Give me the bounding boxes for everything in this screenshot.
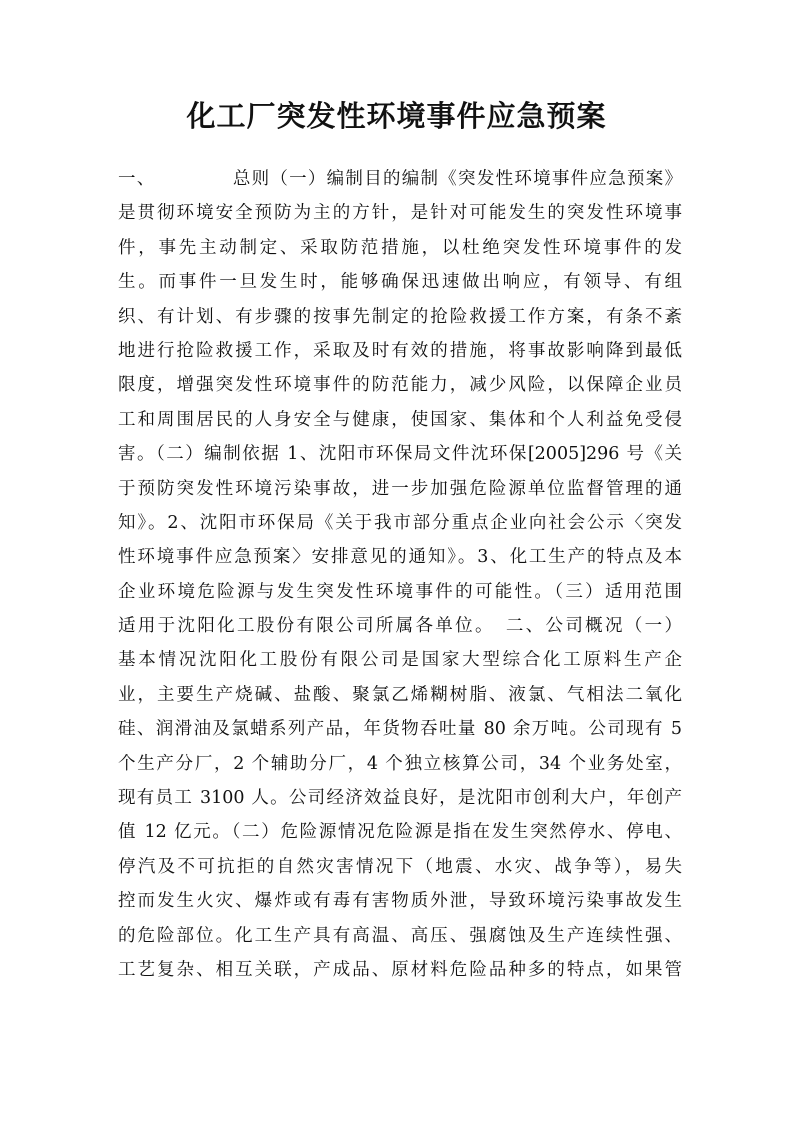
paragraph-line: 基本情况沈阳化工股份有限公司是国家大型综合化工原料生产企 bbox=[118, 650, 682, 671]
section-number: 一、 bbox=[118, 169, 156, 189]
paragraph-line: 地进行抢险救援工作，采取及时有效的措施，将事故影响降到最低 bbox=[118, 340, 682, 361]
document-body bbox=[118, 162, 682, 987]
paragraph-line: 企业环境危险源与发生突发性环境事件的可能性。（三）适用范围 bbox=[118, 581, 682, 602]
paragraph-line: 于预防突发性环境污染事故，进一步加强危险源单位监督管理的通 bbox=[118, 478, 682, 499]
paragraph-line: 值 12 亿元。（二）危险源情况危险源是指在发生突然停水、停电、 bbox=[118, 822, 682, 843]
line-text: 总则（一）编制目的编制《突发性环境事件应急预案》 bbox=[231, 169, 683, 189]
paragraph-line: 适用于沈阳化工股份有限公司所属各单位。 二、公司概况（一） bbox=[118, 616, 682, 637]
paragraph-line: 性环境事件应急预案〉安排意见的通知》。3、化工生产的特点及本 bbox=[118, 547, 682, 568]
paragraph-line: 限度，增强突发性环境事件的防范能力，减少风险，以保障企业员 bbox=[118, 375, 682, 396]
paragraph-line: 织、有计划、有步骤的按事先制定的抢险救援工作方案，有条不紊 bbox=[118, 306, 682, 327]
paragraph-line: 业，主要生产烧碱、盐酸、聚氯乙烯糊树脂、液氯、气相法二氧化 bbox=[118, 684, 682, 705]
paragraph-line: 个生产分厂，2 个辅助分厂，4 个独立核算公司，34 个业务处室， bbox=[118, 753, 682, 774]
paragraph-line: 工艺复杂、相互关联，产成品、原材料危险品种多的特点，如果管 bbox=[118, 959, 682, 980]
paragraph-line: 是贯彻环境安全预防为主的方针，是针对可能发生的突发性环境事 bbox=[118, 203, 682, 224]
paragraph-line: 停汽及不可抗拒的自然灾害情况下（地震、水灾、战争等），易失 bbox=[118, 856, 682, 877]
paragraph-line: 生。而事件一旦发生时，能够确保迅速做出响应，有领导、有组 bbox=[118, 272, 682, 293]
paragraph-line: 硅、润滑油及氯蜡系列产品，年货物吞吐量 80 余万吨。公司现有 5 bbox=[118, 719, 682, 740]
paragraph-line: 工和周围居民的人身安全与健康，使国家、集体和个人利益免受侵 bbox=[118, 409, 682, 430]
paragraph-line: 件，事先主动制定、采取防范措施，以杜绝突发性环境事件的发 bbox=[118, 237, 682, 258]
document-title: 化工厂突发性环境事件应急预案 bbox=[186, 99, 607, 133]
paragraph-line: 控而发生火灾、爆炸或有毒有害物质外泄，导致环境污染事故发生 bbox=[118, 891, 682, 912]
paragraph-line: 知》。2、沈阳市环保局《关于我市部分重点企业向社会公示〈突发 bbox=[118, 512, 682, 533]
paragraph-line: 的危险部位。化工生产具有高温、高压、强腐蚀及生产连续性强、 bbox=[118, 925, 682, 946]
paragraph-line bbox=[118, 162, 682, 196]
paragraph-line: 害。（二）编制依据 1、沈阳市环保局文件沈环保[2005]296 号《关 bbox=[118, 444, 682, 465]
paragraph-line: 现有员工 3100 人。公司经济效益良好，是沈阳市创利大户，年创产 bbox=[118, 788, 682, 809]
